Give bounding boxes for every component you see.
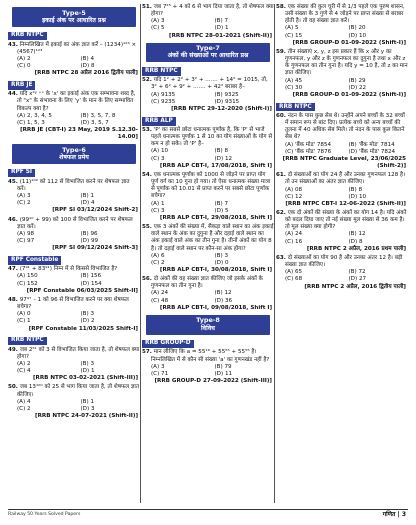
option: (B) 12 [348,231,366,238]
option: (B) 3 [80,311,95,318]
question-number: 61. [276,172,286,179]
option: (C) 9235 [151,98,176,105]
exam-source: [RRB NTPC 28-01-2021 (Shift-II)] [169,32,272,39]
question [8,347,140,383]
option: (A) 08 [285,186,303,193]
option: (C) 48 [151,297,169,304]
exam-tag: RRB NTPC [276,103,315,111]
option: (A) 0 [17,311,31,318]
exam-source: [RRB ALP CBT-I, 17/08/2018, Shift I] [159,162,272,169]
option: (D) 9315 [214,98,240,105]
question-number: 58. [276,4,286,10]
option: (B) 1 [80,398,95,405]
option: (B) 9325 [214,91,239,98]
option: (B) 156 [80,273,102,280]
option-list [276,25,408,39]
question-body: (99¹⁰ + 99) को 100 से विभाजित करने पर शेषफल ज्ञात करें। [17,216,133,230]
question-number: 50. [8,384,18,391]
option: (B) 8 [214,148,229,155]
option: (D) 12 [214,155,233,162]
option: (C) 68 [285,276,303,283]
option: (C) 4 [17,368,31,375]
question-text [276,210,408,231]
option: (D) 10 [348,193,367,200]
section-title: अंकों की संख्याओं पर आधारित प्रश्न [167,52,249,60]
question-text [142,4,274,18]
option: (B) 12 [214,290,232,297]
exam-tag: RRB GROUP-D [142,340,194,348]
footer-rule [8,509,408,510]
option-list [8,273,140,287]
question-text [8,42,140,56]
exam-source: [RRB GROUP-D 27-09-2022 (Shift-III)] [154,378,272,385]
option: (B) 3 [214,252,229,259]
option: (B) 72 [348,269,366,276]
question-body: एक धनात्मक पूर्णांक को 1000 से जोड़ने पर प्राप्त योग पूर्ण वर्ग का 10 गुना हो गया। तो ऐसा धनात्मक संख्या मात्रा से पूर्णांक को 10.01 से प्राप्त करने पर सबसे छोटा पूर्णांक बचेगा? [151,171,271,200]
question-text [8,384,140,398]
exam-source: [RRB JE (CBT-I) 23 May, 2019 S.12.30-14.00] [20,127,138,141]
question-text [142,77,274,91]
option-list [142,364,274,378]
option-list [276,78,408,92]
question [276,49,408,99]
option: (A) 4 [17,398,31,405]
question-number: 46. [8,216,18,223]
option: (B) 8 [348,186,363,193]
option: (B) 7 [214,18,229,25]
option: (B) 79 [214,363,232,370]
question-number: 48. [8,296,18,303]
option-list [276,231,408,245]
question-body: निम्नलिखित में इकाई का अंक ज्ञात करें – (1234)¹²⁴ × (4567)¹²³ [17,41,137,55]
question-number: 47. [8,266,18,273]
option-list [142,290,274,304]
option-list [8,193,140,207]
question-body: जब 7²⁵ + 4 को 6 से भाग दिया जाता है, तो शेषफल क्या होगा? [151,4,274,18]
question [8,179,140,215]
option: (C) 152 [17,280,38,287]
option: (D) 3 [80,405,95,412]
question [8,42,140,78]
question-text [8,347,140,361]
section-type-label: Type-5 [62,8,86,17]
question [276,4,408,47]
exam-source: [RRB GROUP-D 01-09-2022 (Shift-I)] [292,91,406,98]
section-type-label: Type-7 [196,44,220,53]
question [142,172,274,222]
option: (A) 150 [17,273,38,280]
question-number: 55. [142,224,152,231]
option: (C) 16 [285,238,303,245]
option: (B) 3, 5, 7, 8 [80,112,116,119]
option: (A) 1 [151,200,165,207]
option: (A) 45 [285,77,303,84]
option: (C) 5 [151,25,165,32]
question-text [8,91,140,112]
question-number: 57. [142,349,152,356]
question-text [276,255,408,269]
option: (C) 0 [17,63,31,69]
option: (A) 10 [151,148,169,155]
option: (D) 5 [214,207,229,214]
option: (A) 'बैंक मोड' 7854 [285,141,332,148]
question-body: दो संख्याओं का योग 90 है और उनका अंतर 12 है। बड़ी संख्या ज्ञात कीजिए। [285,254,403,269]
option-list [8,113,140,127]
column-middle [142,4,274,387]
question-body: एक दो अंकों की संख्या के अंकों का योग 14 है। यदि अंकों को बदल दिया जाए तो नई संख्या मूल संख्या से 36 कम है। तो मूल संख्या क्या होगी? [285,209,407,231]
question-body: नंदन के पास कुछ सेब थे। उन्होंने अपने बच्चों के 32 बच्चों में समान रूप से बांट दिए। प्रत्येक बच्चे को अन्य बच्चों की तुलना में 40 अधिक सेब मिले। तो नंदन के पास कुल कितने सेब थे? [285,112,405,141]
option: (D) 36 [214,297,233,304]
option: (C) 'बैंक मोड' 7876 [285,148,332,155]
question [8,217,140,253]
exam-source: [RRB NTPC 03-02-2021 (Shift-III)] [32,375,138,382]
question-number: 60. [276,112,286,119]
option: (B) 3 [80,360,95,367]
exam-source: [RRB NTPC 29-12-2020 (Shift-I)] [171,105,272,112]
option: (C) 2 [17,200,31,207]
question [8,266,140,295]
option: (A) 3 [151,363,165,370]
question [142,127,274,170]
question-body: दो अंकों की वह संख्या ज्ञात कीजिए जो इसके अंकों के गुणनफल का तीन गुना है। [151,276,263,290]
option-list [142,253,274,267]
section-title: शेषफल प्रमेय [59,154,89,161]
section-title: इकाई अंक पर आधारित प्रश्न [42,16,106,24]
exam-tag: RRB NTPC [142,67,181,75]
question-text [142,172,274,201]
exam-source: [RRB NTPC 2 अप्रैल, 2016 द्वितीय पाली] [304,283,406,290]
question-body: दो संख्याओं का योग 24 है और उनका गुणनफल 128 है। तो उन संख्याओं का अंतर ज्ञात कीजिए। [285,172,406,186]
question [142,4,274,40]
exam-source: [RRB ALP CBT-I, 30/08/2018, Shift I] [159,266,272,273]
question-body: मान लीजिए कि a = 55¹⁶ + 55⁵⁵ + 55⁵⁵ है। निम्नलिखित में से कौन सी संख्या 'a' का गुणनखंड नहीं है? [151,349,270,363]
option: (D) 4 [80,200,95,207]
option: (B) 7 [214,200,229,207]
question [276,172,408,208]
exam-source: [RRB NTPC Graduate Level, 23/06/2025 (Shift-2)] [282,155,406,170]
option: (A) 24 [151,290,169,297]
section-heading-box [12,144,136,164]
column-divider [274,4,275,503]
option: (D) 154 [80,280,102,287]
exam-source: [RRB ALP CBT-I, 09/08/2018, Shift I] [159,304,272,311]
column-right [276,4,408,293]
question-number: 56. [142,276,152,283]
question [142,77,274,113]
question-body: (11)¹⁰⁰ को 112 से विभाजित करने पर शेषफल ज्ञात करें। [17,178,130,192]
question-text [142,349,274,363]
exam-tag: RRB ALP [142,117,176,125]
option: (C) 2 [151,259,165,266]
exam-source: [RRB NTPC 2 अप्रैल, 2016 प्रथम पाली] [306,245,406,252]
section-heading-box [12,7,136,27]
column-left [8,4,140,422]
exam-tag: RRB NTPC [8,32,47,40]
option-list [8,311,140,325]
exam-source: [RRB ALP CBT-I, 29/08/2018, Shift I] [159,214,272,221]
question-number: 51. [142,4,152,10]
question [276,210,408,253]
question-body: जब 2⁵¹ को 3 से विभाजित किया जाता है, तो शेषफल क्या होगा? [17,346,140,360]
question-number: 49. [8,346,18,353]
question-text [8,179,140,193]
question-number: 53. [142,127,152,133]
question-number: 62. [276,209,286,216]
option: (A) 6 [151,252,165,259]
option: (C) 2 [17,405,31,412]
question-body: जब 13¹⁰⁰ को 25 से भाग किया जाता है, तो शेषफल ज्ञात कीजिए। [17,384,140,398]
question-text [276,172,408,186]
section-heading-box [146,43,270,63]
question [8,297,140,333]
exam-source: [RPF SI 09/12/2024 Shift-3] [52,245,138,252]
footer-book-title: Railway 50 Years Solved Papers [8,512,81,517]
option: (C) 3 [151,155,165,162]
option: (C) 1, 5, 3 [17,119,45,126]
option: (A) 65 [285,269,303,276]
footer-page-number: गणित | 3 [382,511,406,518]
option: (B) 20 [348,25,366,32]
option: (D) 8 [80,63,95,69]
option: (B) 1 [80,193,95,200]
option-list [276,269,408,283]
option: (D) 3, 5, 7 [80,119,109,126]
exam-source: [RPF Constable 06/03/2025 Shift-II] [26,287,138,294]
option: (D) 0 [214,259,229,266]
question-body: यदि x²ʸ ⁺ˣ के 'x' का इकाई अंक एक सम्भावना शब्द है, तो "x" के संभावना के लिए 'y' के मान के लिए सम्भावित विकल्प क्या है? [17,91,136,112]
section-heading-box [146,315,270,335]
question-body: 97⁹⁷ – 1 को 96 से विभाजित करने पर क्या शेषफल बचेगा? [17,296,129,311]
section-title: विविध [201,324,215,332]
question-body: (7⁹¹ + 83⁹¹) निम्न में से किससे विभाजित है? [19,266,118,273]
option-list [276,187,408,201]
question [142,224,274,274]
option: (C) 1 [17,318,31,325]
option-list [8,231,140,245]
question-number: 63. [276,254,286,261]
option: (A) 3 [151,18,165,25]
option: (A) 98 [17,230,35,237]
exam-tag: RPF SI [8,169,35,177]
option: (D) 8 [348,238,363,245]
question-text [276,4,408,25]
option: (B) 96 [80,230,98,237]
option-list [8,399,140,413]
question-number: 59. [276,48,286,55]
option: (A) 3 [17,193,31,200]
question-body: यदि 1² + 2² + 3² + ....... + 14² = 1015, तो, 3² + 6² + 9² + ....... + 42² बराबर है– [151,77,268,91]
question-body: 'P' का सबसे छोटा धनात्मक पूर्णांक है, कि 'P' से भाजे पहले धनात्मक पूर्णांक 1 से 10 का योग संख्याओं के योग से कम न हो सके। तो 'P' है– [151,127,273,148]
page-footer [0,505,416,525]
option: (D) 22 [348,84,367,91]
exam-source: [RPF Constable 11/03/2025 Shift-I] [28,325,138,332]
question-text [142,224,274,253]
question-text [8,297,140,311]
option: (A) 5 [285,25,299,32]
option-list [142,148,274,162]
option: (B) 'बैंक मोड' 7814 [348,141,395,148]
question-number: 52. [142,77,152,84]
option: (D) 11 [214,370,233,377]
option: (D) 1 [80,368,95,375]
option: (B) 4 [80,55,95,62]
option-list [142,92,274,106]
option: (D) 2 [80,318,95,325]
question-number: 54. [142,171,152,178]
option: (C) 71 [151,370,169,377]
option-list [276,142,408,156]
column-divider [140,4,141,503]
question-text [8,217,140,231]
exam-tag: RPF Constable [8,256,61,264]
option: (C) 97 [17,238,35,245]
option: (C) 12 [285,193,303,200]
question-text [276,113,408,142]
question [276,255,408,291]
option-list [8,56,140,70]
option: (A) 9135 [151,91,176,98]
question-text [142,127,274,148]
option: (A) 2, 3, 4, 5 [17,112,52,119]
question-text [142,276,274,290]
question [142,276,274,312]
option: (D) 27 [348,276,367,283]
section-type-label: Type-8 [196,316,220,325]
question-body: तीन संख्याएं x, y, z इस प्रकार हैं कि x और y का गुणनफल, y और z के गुणनफल का दुगुना है तथा x और z के गुणनफल का तीन गुना है। यदि y = 10 है, तो z का मान ज्ञात कीजिए। [285,48,408,77]
exam-source: [RRB GROUP-D 01-09-2022 (Shift-I)] [292,39,406,46]
option: (A) 2 [17,360,31,367]
question-text [8,266,140,273]
exam-source: [RPF SI 03/12/2024 Shift-2] [52,207,138,214]
option: (C) 30 [285,84,303,91]
exam-source: [RRB NTPC 28 अप्रैल 2016 द्वितीय पाली] [34,70,138,77]
question-number: 44. [8,91,18,98]
question [276,113,408,170]
exam-source: [RRB NTPC 24-07-2021 (Shift-II)] [35,413,138,420]
question-number: 43. [8,41,18,48]
question-number: 45. [8,178,18,185]
option-list [8,361,140,375]
question-body: एक 3 अंकों की संख्या में, सैकड़ा वाले स्थान का अंक इकाई वाले स्थान के अंक का दुगुना है और दहाई वाले स्थान का अंक इकाई वाले अंक का तीन गुना है। तीनों अंकों का योग 8 है। तो दहाई वाले स्थान पर कौन-सा अंक होगा? [151,224,274,252]
option: (D) 99 [80,238,99,245]
question [142,349,274,385]
option-list [142,201,274,215]
exam-tag: RRB NTPC [8,337,47,345]
question-text [276,49,408,78]
option: (D) 'बैंक मोड' 7824 [348,148,396,155]
exam-tag: RRB JE [8,81,35,89]
option: (C) 3 [151,207,165,214]
option: (A) 24 [285,231,303,238]
option: (D) 1 [214,25,229,32]
exam-source: [RRB NTPC CBT-I 12-06-2022 (Shift-II)] [285,200,406,207]
option-list [142,18,274,32]
option: (D) 10 [348,32,367,39]
section-type-label: Type-6 [62,145,86,154]
option: (C) 15 [285,32,303,39]
question-body: एक संख्या की कुल चूरी में से 1/3 पहले एक पुरुष शासन, उसी संख्या के 3 गुणे से 4 जोड़ने पर प्राप्त संख्या से बराबर होती है। तो वह संख्या ज्ञात करें। [285,4,405,25]
question [8,384,140,420]
option: (B) 29 [348,77,366,84]
option: (A) 2 [17,55,31,62]
question [8,91,140,141]
